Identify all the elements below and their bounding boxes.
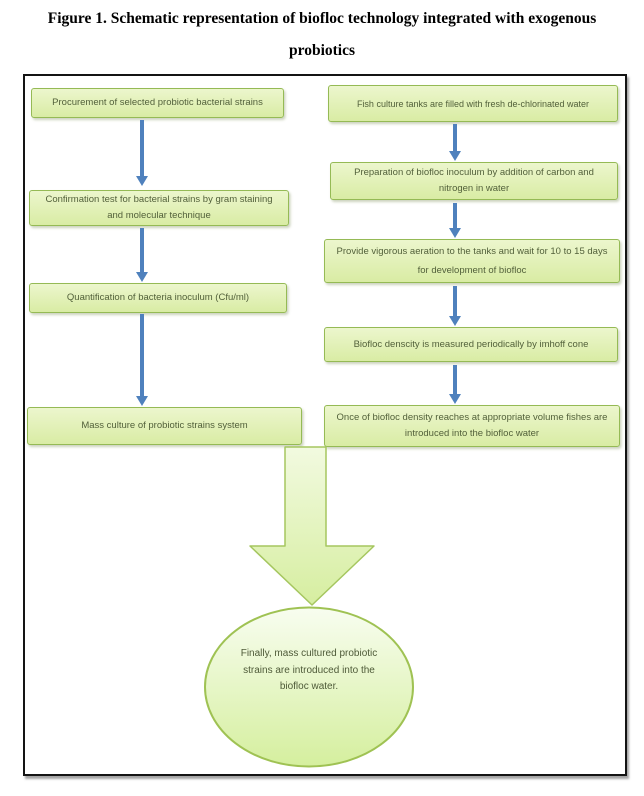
arrow-stem — [453, 286, 457, 318]
arrow-stem — [140, 314, 144, 398]
down-arrow — [136, 228, 149, 282]
arrow-stem — [453, 203, 457, 230]
down-arrow — [136, 120, 149, 186]
final-step-label: Finally, mass cultured probiotic strains are introduced into the biofloc water. — [240, 648, 378, 692]
step-label: Provide vigorous aeration to the tanks and wait for 10 to 15 days for development of biofloc — [336, 246, 608, 276]
step-box-fish-introduction — [324, 405, 620, 447]
step-label: Quantification of bacteria inoculum (Cfu/ml) — [66, 292, 250, 303]
step-box-fish-tanks — [328, 85, 618, 122]
arrow-head-icon — [449, 151, 461, 161]
arrow-stem — [453, 365, 457, 396]
diagram-frame — [23, 74, 627, 776]
down-arrow — [136, 314, 149, 406]
arrow-stem — [140, 228, 144, 274]
arrow-head-icon — [449, 394, 461, 404]
step-label: Once of biofloc density reaches at appropriate volume fishes are introduced into the biofloc water — [336, 412, 608, 439]
step-box-quantification — [29, 283, 287, 313]
step-label: Preparation of biofloc inoculum by addition of carbon and nitrogen in water — [354, 167, 594, 194]
arrow-stem — [453, 124, 457, 153]
arrow-head-icon — [136, 272, 148, 282]
step-label: Confirmation test for bacterial strains by gram staining and molecular technique — [45, 194, 273, 221]
arrow-head-icon — [136, 396, 148, 406]
figure-title-line-1: Figure 1. Schematic representation of biofloc technology integrated with exogenous — [47, 10, 597, 27]
step-box-mass-culture — [27, 407, 302, 445]
step-label: Biofloc denscity is measured periodically by imhoff cone — [353, 338, 589, 350]
down-arrow — [449, 365, 462, 404]
arrow-head-icon — [136, 176, 148, 186]
big-down-arrow — [248, 446, 376, 607]
step-box-confirmation-test — [29, 190, 289, 226]
arrow-head-icon — [449, 316, 461, 326]
down-arrow — [449, 124, 462, 161]
figure-title — [0, 3, 644, 67]
step-label: Fish culture tanks are filled with fresh de-chlorinated water — [356, 98, 590, 109]
step-box-biofloc-inoculum — [330, 162, 618, 200]
step-box-density-measurement — [324, 327, 618, 362]
step-label: Procurement of selected probiotic bacterial strains — [52, 97, 263, 108]
step-label: Mass culture of probiotic strains system — [81, 420, 248, 431]
step-box-procurement — [31, 88, 284, 118]
arrow-head-icon — [449, 228, 461, 238]
down-arrow — [449, 286, 462, 326]
step-box-aeration — [324, 239, 620, 283]
arrow-stem — [140, 120, 144, 178]
down-arrow — [449, 203, 462, 238]
figure-title-line-2: probiotics — [288, 42, 356, 59]
